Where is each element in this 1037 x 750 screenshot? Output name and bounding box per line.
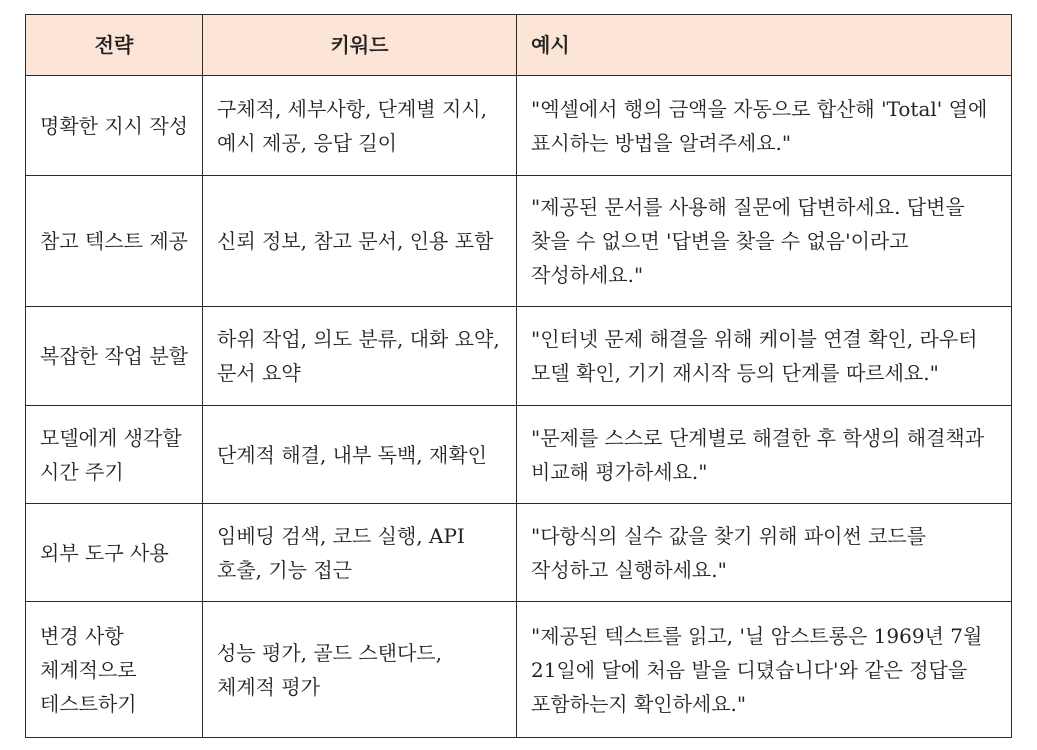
example-cell: "인터넷 문제 해결을 위해 케이블 연결 확인, 라우터 모델 확인, 기기 재시작 등의 단계를 따르세요." bbox=[517, 307, 1012, 406]
header-example: 예시 bbox=[517, 15, 1012, 76]
strategy-table bbox=[25, 14, 1012, 738]
keywords-cell: 성능 평가, 골드 스탠다드, 체계적 평가 bbox=[203, 602, 517, 738]
example-cell: "제공된 문서를 사용해 질문에 답변하세요. 답변을 찾을 수 없으면 '답변을 찾을 수 없음'이라고 작성하세요." bbox=[517, 176, 1012, 307]
table-row bbox=[26, 602, 1012, 738]
table-body bbox=[26, 76, 1012, 738]
table-row bbox=[26, 406, 1012, 504]
example-cell: "다항식의 실수 값을 찾기 위해 파이썬 코드를 작성하고 실행하세요." bbox=[517, 504, 1012, 602]
table-row bbox=[26, 307, 1012, 406]
example-cell: "문제를 스스로 단계별로 해결한 후 학생의 해결책과 비교해 평가하세요." bbox=[517, 406, 1012, 504]
strategy-cell: 변경 사항 체계적으로 테스트하기 bbox=[26, 602, 203, 738]
table-row bbox=[26, 504, 1012, 602]
keywords-cell: 하위 작업, 의도 분류, 대화 요약, 문서 요약 bbox=[203, 307, 517, 406]
header-row bbox=[26, 15, 1012, 76]
keywords-cell: 임베딩 검색, 코드 실행, API 호출, 기능 접근 bbox=[203, 504, 517, 602]
example-cell: "제공된 텍스트를 읽고, '닐 암스트롱은 1969년 7월 21일에 달에 처음 발을 디뎠습니다'와 같은 정답을 포함하는지 확인하세요." bbox=[517, 602, 1012, 738]
strategy-cell: 외부 도구 사용 bbox=[26, 504, 203, 602]
table-row bbox=[26, 176, 1012, 307]
table-header bbox=[26, 15, 1012, 76]
strategy-cell: 모델에게 생각할 시간 주기 bbox=[26, 406, 203, 504]
header-strategy: 전략 bbox=[26, 15, 203, 76]
keywords-cell: 신뢰 정보, 참고 문서, 인용 포함 bbox=[203, 176, 517, 307]
example-cell: "엑셀에서 행의 금액을 자동으로 합산해 'Total' 열에 표시하는 방법을 알려주세요." bbox=[517, 76, 1012, 176]
strategy-cell: 명확한 지시 작성 bbox=[26, 76, 203, 176]
header-keywords: 키워드 bbox=[203, 15, 517, 76]
strategy-cell: 복잡한 작업 분할 bbox=[26, 307, 203, 406]
table-row bbox=[26, 76, 1012, 176]
keywords-cell: 구체적, 세부사항, 단계별 지시, 예시 제공, 응답 길이 bbox=[203, 76, 517, 176]
keywords-cell: 단계적 해결, 내부 독백, 재확인 bbox=[203, 406, 517, 504]
strategy-cell: 참고 텍스트 제공 bbox=[26, 176, 203, 307]
